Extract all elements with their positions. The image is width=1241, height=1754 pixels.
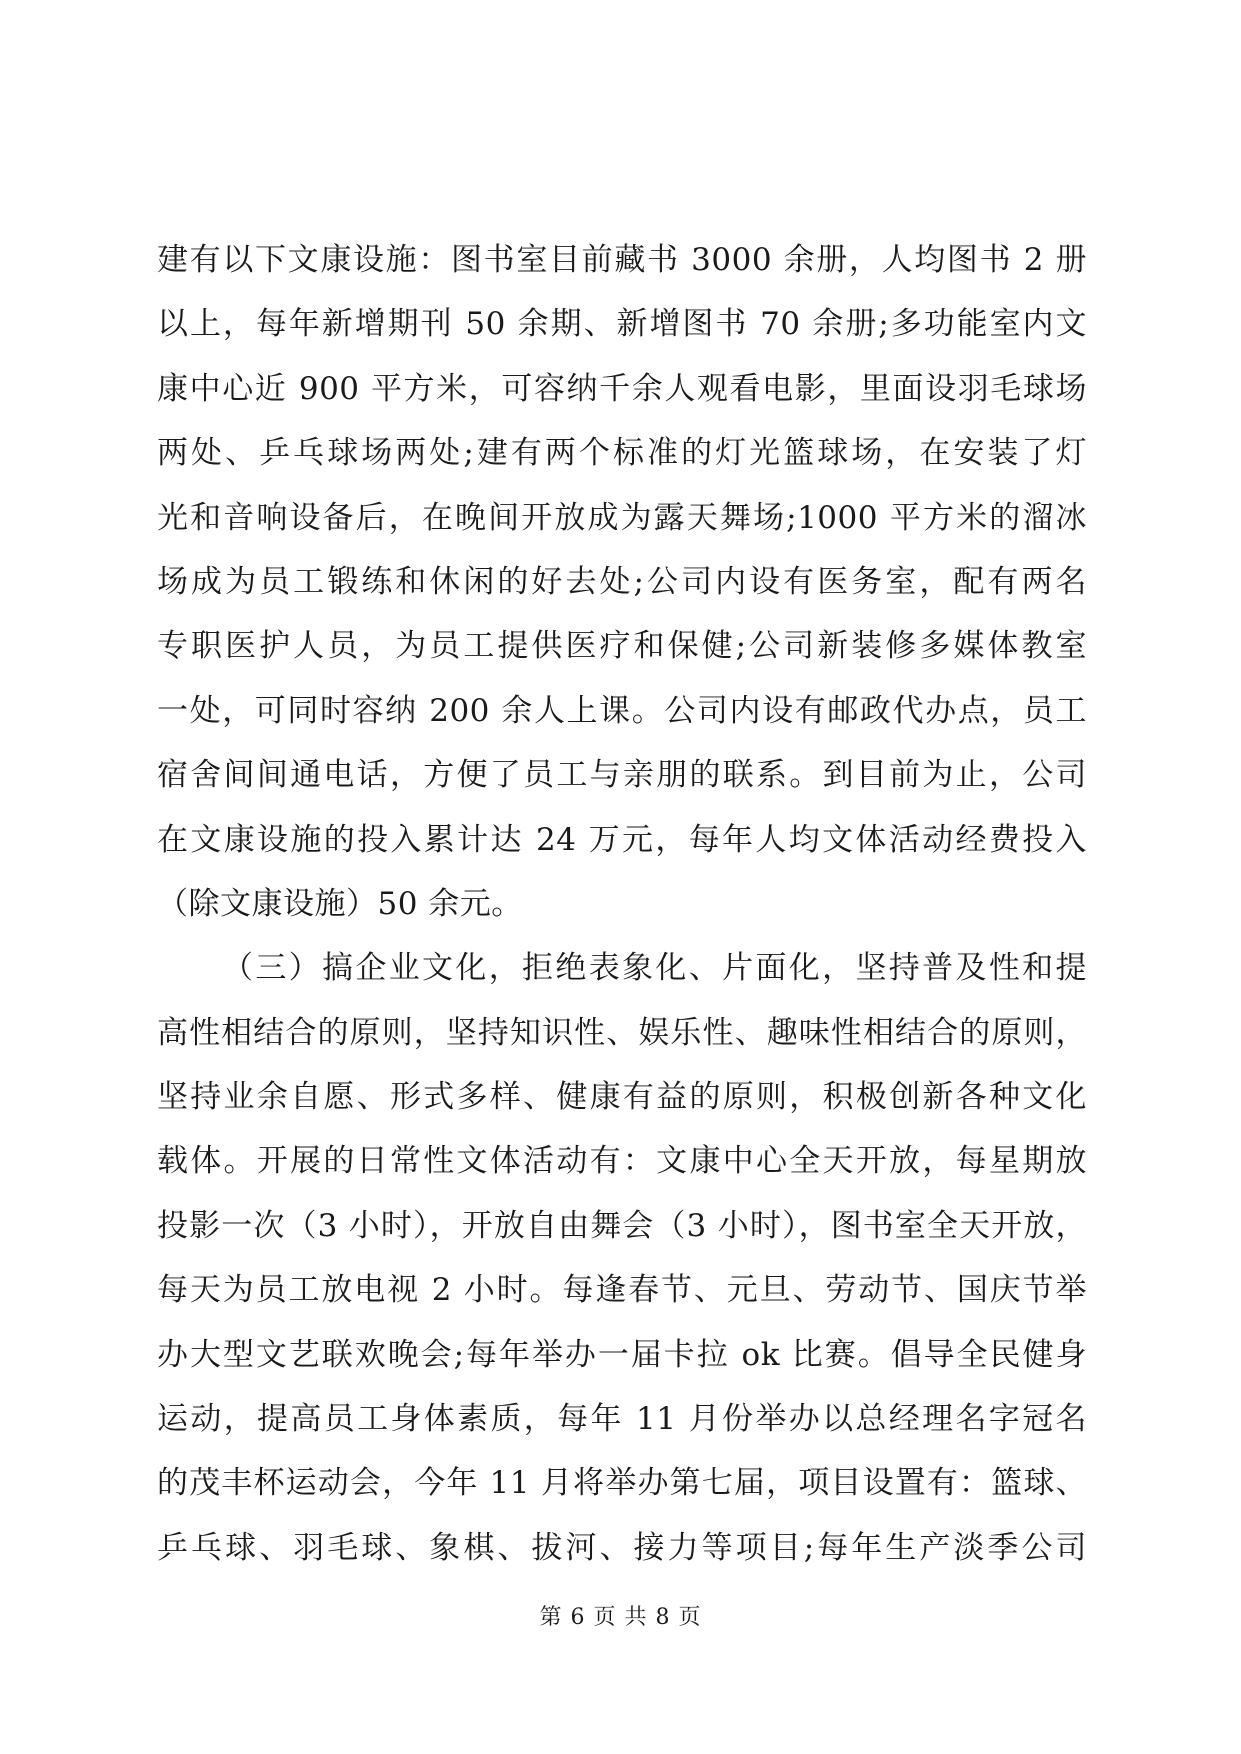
text-line: 以上，每年新增期刊 50 余期、新增图书 70 余册;多功能室内文 [157,306,1087,343]
text-line: 坚持业余自愿、形式多样、健康有益的原则，积极创新各种文化 [157,1079,1087,1116]
text-line: 乒乓球、羽毛球、象棋、拔河、接力等项目;每年生产淡季公司 [157,1529,1087,1566]
text-line: 的茂丰杯运动会，今年 11 月将举办第七届，项目设置有：篮球、 [157,1465,1087,1502]
text-line: 一处，可同时容纳 200 余人上课。公司内设有邮政代办点，员工 [157,692,1087,729]
page-footer [0,1603,1241,1633]
text-line: 宿舍间间通电话，方便了员工与亲朋的联系。到目前为止，公司 [157,757,1087,794]
text-line: 每天为员工放电视 2 小时。每逢春节、元旦、劳动节、国庆节举 [157,1272,1087,1309]
text-line: 投影一次（3 小时），开放自由舞会（3 小时），图书室全天开放， [157,1207,1087,1244]
text-line: （除文康设施）50 余元。 [157,885,523,922]
text-line: 高性相结合的原则，坚持知识性、娱乐性、趣味性相结合的原则， [157,1014,1087,1051]
page-number-label: 第 6 页 共 8 页 [539,1605,702,1630]
text-line: 康中心近 900 平方米，可容纳千余人观看电影，里面设羽毛球场 [157,370,1087,407]
text-line: 两处、乒乓球场两处;建有两个标准的灯光篮球场，在安装了灯 [157,435,1087,472]
document-body [157,228,1087,1580]
text-line: 办大型文艺联欢晚会;每年举办一届卡拉 ok 比赛。倡导全民健身 [157,1336,1087,1373]
text-line: 载体。开展的日常性文体活动有：文康中心全天开放，每星期放 [157,1143,1087,1180]
text-line: 在文康设施的投入累计达 24 万元，每年人均文体活动经费投入 [157,821,1087,858]
text-line: 建有以下文康设施：图书室目前藏书 3000 余册，人均图书 2 册 [157,242,1087,278]
text-line: 场成为员工锻练和休闲的好去处;公司内设有医务室，配有两名 [157,563,1087,600]
text-line: 专职医护人员，为员工提供医疗和保健;公司新装修多媒体教室 [157,628,1087,665]
text-line: 运动，提高员工身体素质，每年 11 月份举办以总经理名字冠名 [157,1401,1087,1438]
text-line: 光和音响设备后，在晚间开放成为露天舞场;1000 平方米的溜冰 [157,499,1087,536]
section-heading-line: （三）搞企业文化，拒绝表象化、片面化，坚持普及性和提 [222,950,1087,987]
